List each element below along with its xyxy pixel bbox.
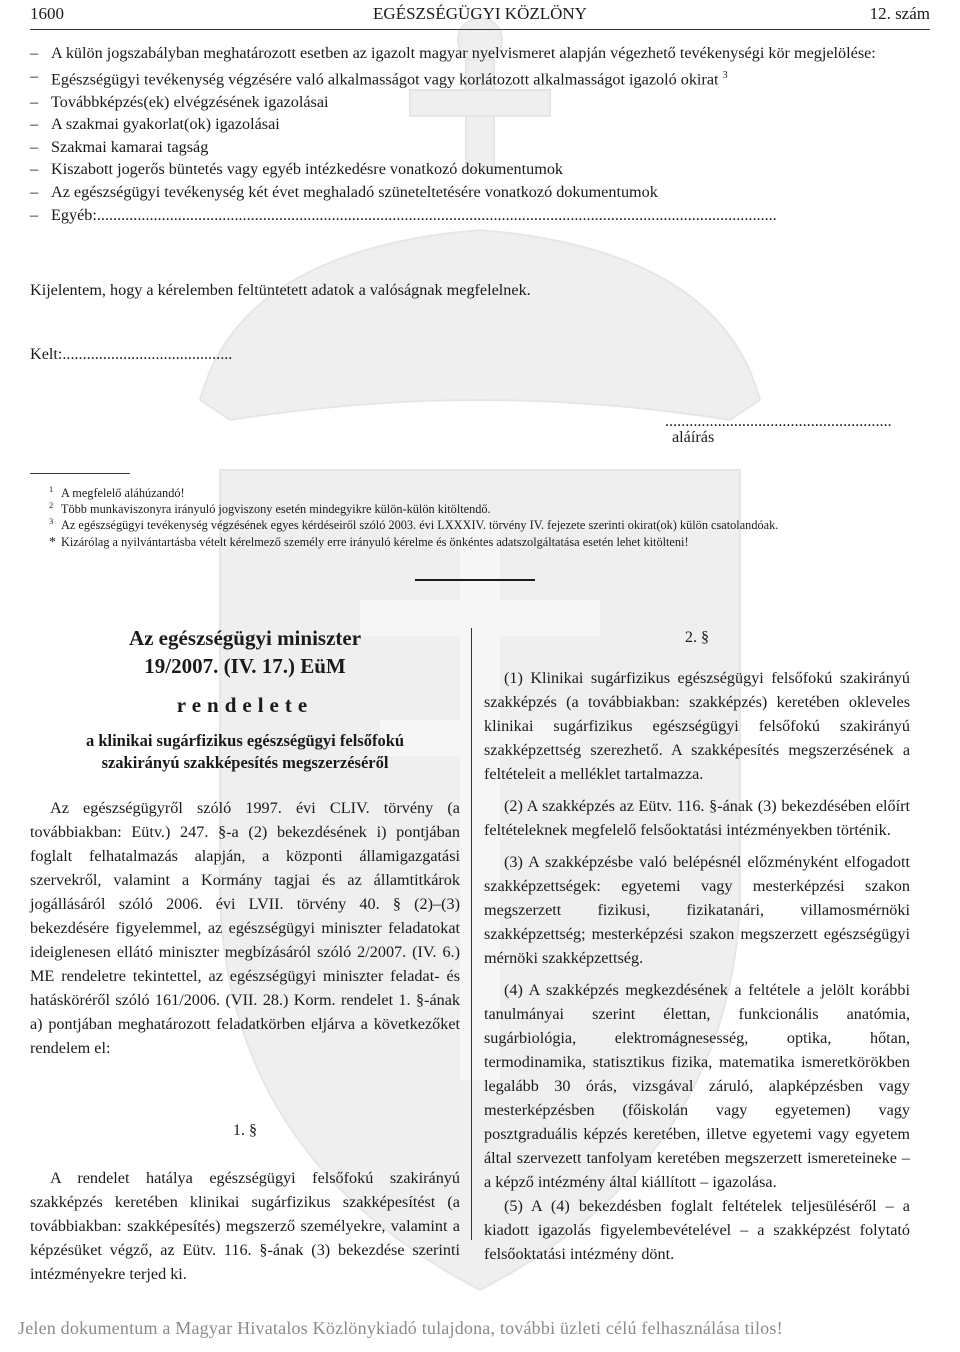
left-column (30, 625, 460, 1286)
page-number: 1600 (30, 4, 64, 23)
list-item: – A szakmai gyakorlat(ok) igazolásai (30, 115, 280, 134)
right-column (484, 625, 910, 1266)
signature-line: ........................................................ (665, 412, 892, 430)
column-divider (471, 628, 472, 1240)
preamble: Az egészségügyről szóló 1997. évi CLIV. törvény (a továbbiakban: Eütv.) 247. §-a (2) bekezdésének i) pontjában foglalt felhatalmazás alapján, a központi államigazgatási szervekről, valamint a Kormány tagjai és az államtitkárok jogállásáról szóló 2006. évi LVII. törvény 40. § (2)–(3) bekezdésére figyelemmel, az egészségügyi miniszter feladatokat ideiglenesen ellátó miniszter megbízásáról szóló 2/2007. (IV. 6.) ME rendeletre tekintettel, az egészségügyi miniszter feladat- és hatásköréről szóló 161/2006. (VII. 28.) Korm. rendelet 1. §-ának a) pontjában meghatározott feladatkörben eljárva a következőket rendelem el: (30, 799, 460, 1057)
list-item: – Az egészségügyi tevékenység két évet meghaladó szüneteltetésére vonatkozó dokumentumok (30, 182, 658, 201)
footnote: $^3$ Az egészségügyi tevékenység végzésének egyes kérdéseiről szóló 2003. évi LXXXIV. törvény IV. fejezete szerinti okirat(ok) külön csatolandóak. (49, 516, 779, 532)
issuer-title: Az egészségügyi miniszter (128, 626, 362, 650)
declaration-text: Kijelentem, hogy a kérelemben feltüntetett adatok a valóságnak megfelelnek. (30, 281, 531, 299)
document-list (30, 42, 925, 226)
list-item: – Egyéb:........................................................................................................................................................................ (30, 205, 777, 224)
issue-number: 12. szám (869, 4, 930, 23)
date-field: Kelt:.......................................... (30, 345, 233, 363)
ownership-watermark: Jelen dokumentum a Magyar Hivatalos Közlönykiadó tulajdona, további üzleti célú felhasználása tilos! (18, 1318, 783, 1338)
list-item: – Egészségügyi tevékenység végzésére való alkalmasságot vagy korlátozott alkalmasságot igazoló okirat $^3$ (30, 66, 728, 88)
section-paragraph: (5) A (4) bekezdésben foglalt feltételek teljesüléséről – a kiadott igazolás figyelembevételével – a szakképzést folytató felsőoktatási intézmény dönt. (484, 1197, 910, 1263)
decree-number: 19/2007. (IV. 17.) EüM (144, 654, 346, 678)
section-paragraph: (3) A szakképzésbe való belépésnél előzményként elfogadott szakképzettségek: egyetemi vagy mesterképzési szakon megszerzett fizikusi, fizikatanári, villamosmérnöki szakképzettség; mesterképzési szakon megszerzett egészségügyi mérnöki szakképzettség. (484, 853, 910, 967)
section-paragraph: (1) Klinikai sugárfizikus egészségügyi felsőfokú szakirányú szakképzés (a továbbiakban: szakképzés) keretében okleveles klinikai sugárfizikus egészségügyi felsőfokú szakirányú szakképzettség szerezhető. A szakképesítés megszerzésének a feltételeit a melléklet tartalmazza. (484, 669, 910, 783)
list-item: – Továbbképzés(ek) elvégzésének igazolásai (30, 92, 329, 111)
section-paragraph: A rendelet hatálya egészségügyi felsőfokú szakirányú szakképzés keretében klinikai sugárfizikus szakképesítést (a továbbiakban: szakképesítés) megszerző személyekre, valamint a képzésüket végző, az Eütv. 116. §-ának (3) bekezdése szerinti intézményekre terjed ki. (30, 1169, 460, 1283)
list-item: – Kiszabott jogerős büntetés vagy egyéb intézkedésre vonatkozó dokumentumok (30, 160, 564, 179)
list-item: – Szakmai kamarai tagság (30, 137, 209, 156)
footnote-ref: 3 (722, 69, 728, 81)
journal-title: EGÉSZSÉGÜGYI KÖZLÖNY (373, 4, 587, 23)
section-heading: 1. § (232, 1121, 258, 1139)
footnote: $^1$ A megfelelő aláhúzandó! (49, 484, 185, 500)
decree-word: rendelete (176, 693, 314, 717)
page-header (30, 4, 930, 28)
decree-subject: a klinikai sugárfizikus egészségügyi felsőfokú szakirányú szakképesítés megszerzéséről (85, 731, 405, 772)
footnote: * Kizárólag a nyilvántartásba vételt kérelmező személy erre irányuló kérelme és önkéntes adatszolgáltatása esetén lehet kitölteni! (49, 535, 689, 550)
section-heading: 2. § (684, 628, 710, 646)
section-paragraph: (4) A szakképzés megkezdésének a feltétele a jelölt korábbi tanulmányai szerint élettan, funkcionális anatómia, sugárbiológia, elektromágnesesség, optika, hőtan, termodinamika, statisztikus fizika, matematika ismeretkörökben legalább 30 órás, vizsgával záruló, alapképzésben vagy mesterképzésben (főiskolán vagy egyetemen) vagy posztgraduális képzés keretében, illetve egyetemi vagy egyetem által szervezett tanfolyam keretében megszerzett ismereteineke – a képző intézmény által kiállított – igazolása. (484, 981, 910, 1191)
section-separator (415, 579, 535, 581)
header-rule (30, 29, 930, 30)
list-item: – A külön jogszabályban meghatározott esetben az igazolt magyar nyelvismeret alapján végezhető tevékenységi kör megjelölése: (30, 44, 876, 62)
signature-label: aláírás (672, 428, 715, 446)
section-paragraph: (2) A szakképzés az Eütv. 116. §-ának (3) bekezdésében előírt feltételeknek megfelelő felsőoktatási intézményekben történik. (484, 797, 910, 839)
footnote: $^2$ Több munkaviszonyra irányuló jogviszony esetén mindegyikre külön-külön kitöltendő. (49, 500, 491, 516)
footnote-rule (30, 473, 130, 474)
